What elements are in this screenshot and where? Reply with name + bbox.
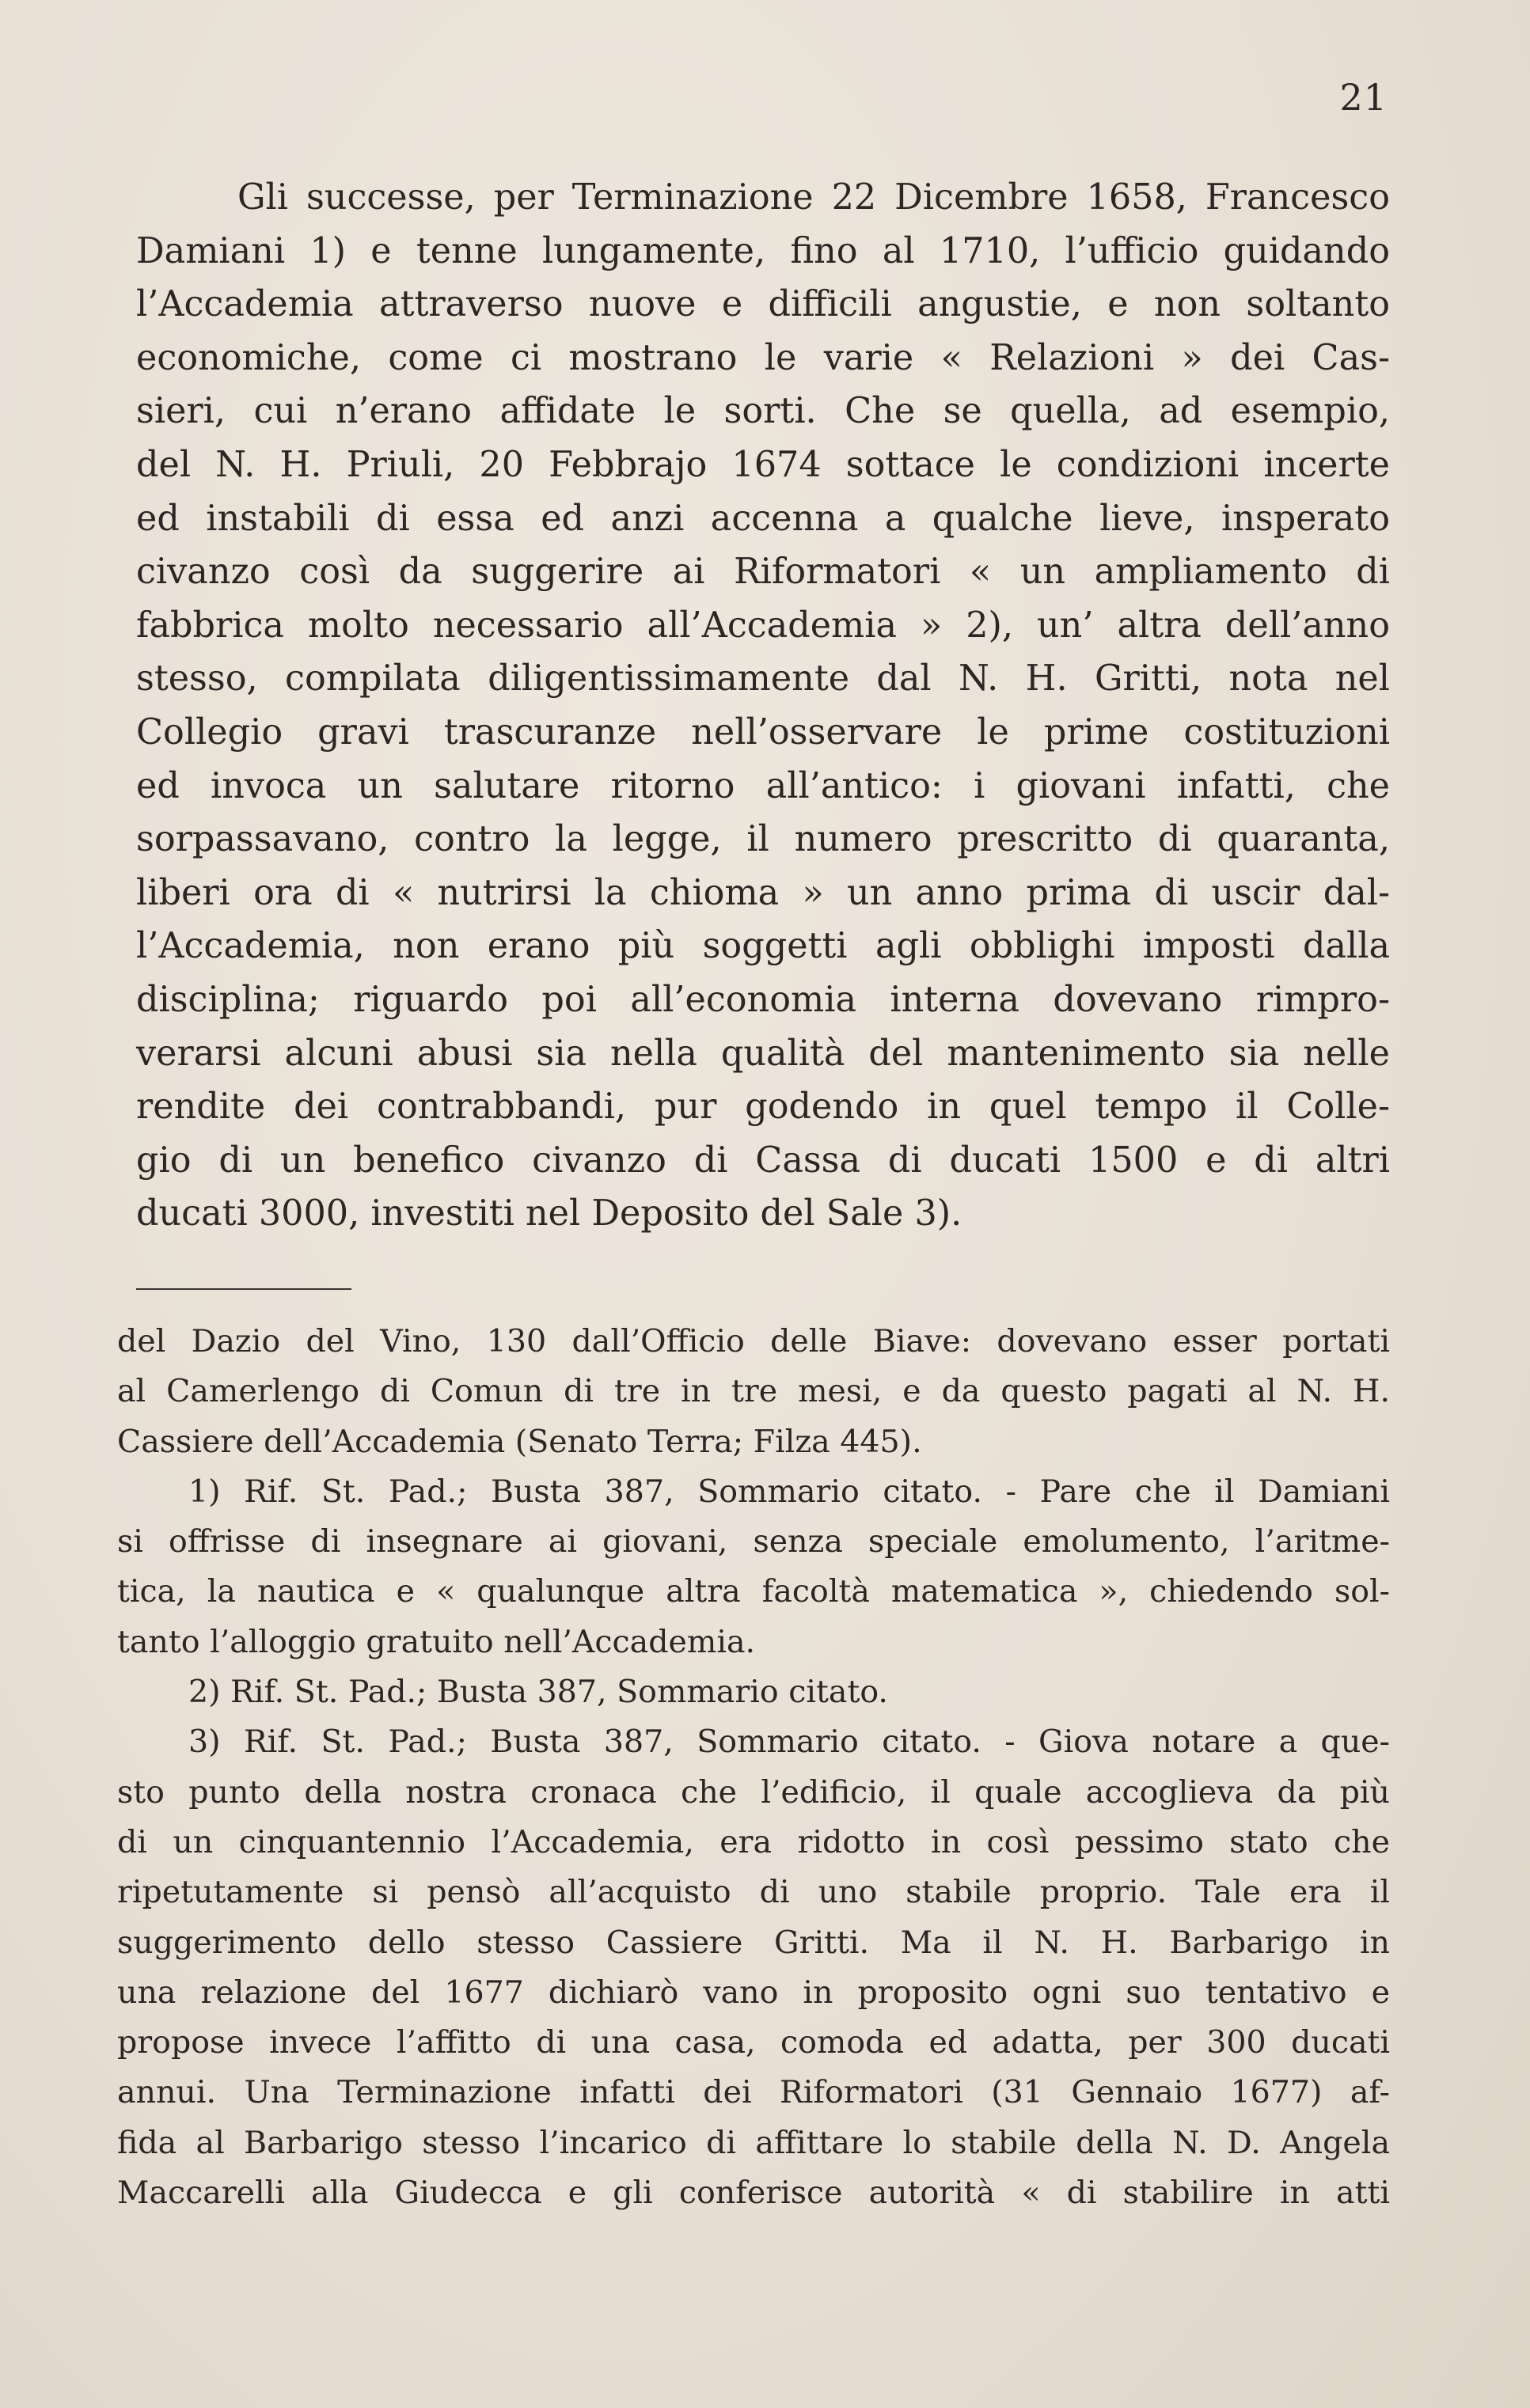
text-line: sieri, cui n’erano affidate le sorti. Che se quella, ad esempio,	[136, 391, 1390, 432]
text-line: rendite dei contrabbandi, pur godendo in quel tempo il Colle-	[136, 1086, 1390, 1128]
text-line: liberi ora di « nutrirsi la chioma » un anno prima di uscir dal-	[136, 872, 1390, 913]
footnote-line: Maccarelli alla Giudecca e gli conferisce autorità « di stabilire in atti	[117, 2175, 1390, 2212]
text-line: economiche, come ci mostrano le varie « Relazioni » dei Cas-	[136, 337, 1390, 378]
footnote-line: ripetutamente si pensò all’acquisto di uno stabile proprio. Tale era il	[117, 1874, 1390, 1911]
text-line: ed instabili di essa ed anzi accenna a qualche lieve, insperato	[136, 498, 1390, 539]
footnote-line: tanto l’alloggio gratuito nell’Accademia.	[117, 1623, 756, 1660]
text-line: Damiani 1) e tenne lungamente, fino al 1710, l’ufficio guidando	[136, 230, 1390, 271]
footnote-line: di un cinquantennio l’Accademia, era ridotto in così pessimo stato che	[117, 1823, 1390, 1860]
footnote-line: fida al Barbarigo stesso l’incarico di affittare lo stabile della N. D. Angela	[117, 2124, 1390, 2161]
text-line: del N. H. Priuli, 20 Febbrajo 1674 sottace le condizioni incerte	[136, 444, 1390, 485]
main-text	[136, 171, 1390, 1241]
footnote-line: sto punto della nostra cronaca che l’edificio, il quale accoglieva da più	[117, 1773, 1390, 1811]
text-line: l’Accademia attraverso nuove e difficili angustie, e non soltanto	[136, 284, 1390, 325]
text-line: civanzo così da suggerire ai Riformatori « un ampliamento di	[136, 552, 1390, 593]
text-line: fabbrica molto necessario all’Accademia » 2), un’ altra dell’anno	[136, 605, 1390, 646]
footnote-2-line: 2) Rif. St. Pad.; Busta 387, Sommario citato.	[188, 1674, 888, 1711]
footnote-separator	[136, 1288, 351, 1290]
footnote-line: una relazione del 1677 dichiarò vano in proposito ogni suo tentativo e	[117, 1974, 1390, 2011]
text-line: Gli successe, per Terminazione 22 Dicembre 1658, Francesco	[237, 177, 1390, 218]
text-line: ducati 3000, investiti nel Deposito del Sale 3).	[136, 1193, 962, 1234]
page-number: 21	[1339, 76, 1388, 119]
text-line: disciplina; riguardo poi all’economia interna dovevano rimpro-	[136, 979, 1390, 1020]
text-line: stesso, compilata diligentissimamente dal N. H. Gritti, nota nel	[136, 658, 1390, 700]
text-line: l’Accademia, non erano più soggetti agli obblighi imposti dalla	[136, 926, 1390, 967]
footnote-1-line: 1) Rif. St. Pad.; Busta 387, Sommario citato. - Pare che il Damiani	[188, 1473, 1390, 1510]
footnote-line: al Camerlengo di Comun di tre in tre mesi, e da questo pagati al N. H.	[117, 1373, 1390, 1410]
text-line: sorpassavano, contro la legge, il numero prescritto di quaranta,	[136, 819, 1390, 860]
footnote-line: Cassiere dell’Accademia (Senato Terra; Filza 445).	[117, 1423, 922, 1460]
footnote-line: del Dazio del Vino, 130 dall’Officio delle Biave: dovevano esser portati	[117, 1323, 1390, 1359]
footnote-3-line: 3) Rif. St. Pad.; Busta 387, Sommario citato. - Giova notare a que-	[188, 1724, 1390, 1761]
footnotes	[117, 1317, 1390, 2218]
footnote-line: propose invece l’affitto di una casa, comoda ed adatta, per 300 ducati	[117, 2024, 1390, 2061]
text-line: verarsi alcuni abusi sia nella qualità del mantenimento sia nelle	[136, 1033, 1390, 1074]
footnote-line: si offrisse di insegnare ai giovani, senza speciale emolumento, l’aritme-	[117, 1523, 1390, 1560]
text-line: gio di un benefico civanzo di Cassa di ducati 1500 e di altri	[136, 1140, 1390, 1181]
footnote-line: annui. Una Terminazione infatti dei Riformatori (31 Gennaio 1677) af-	[117, 2074, 1390, 2111]
footnote-line: suggerimento dello stesso Cassiere Gritti. Ma il N. H. Barbarigo in	[117, 1924, 1390, 1961]
text-line: Collegio gravi trascuranze nell’osservare le prime costituzioni	[136, 711, 1390, 753]
text-line: ed invoca un salutare ritorno all’antico: i giovani infatti, che	[136, 765, 1390, 806]
footnote-line: tica, la nautica e « qualunque altra facoltà matematica », chiedendo sol-	[117, 1573, 1390, 1610]
